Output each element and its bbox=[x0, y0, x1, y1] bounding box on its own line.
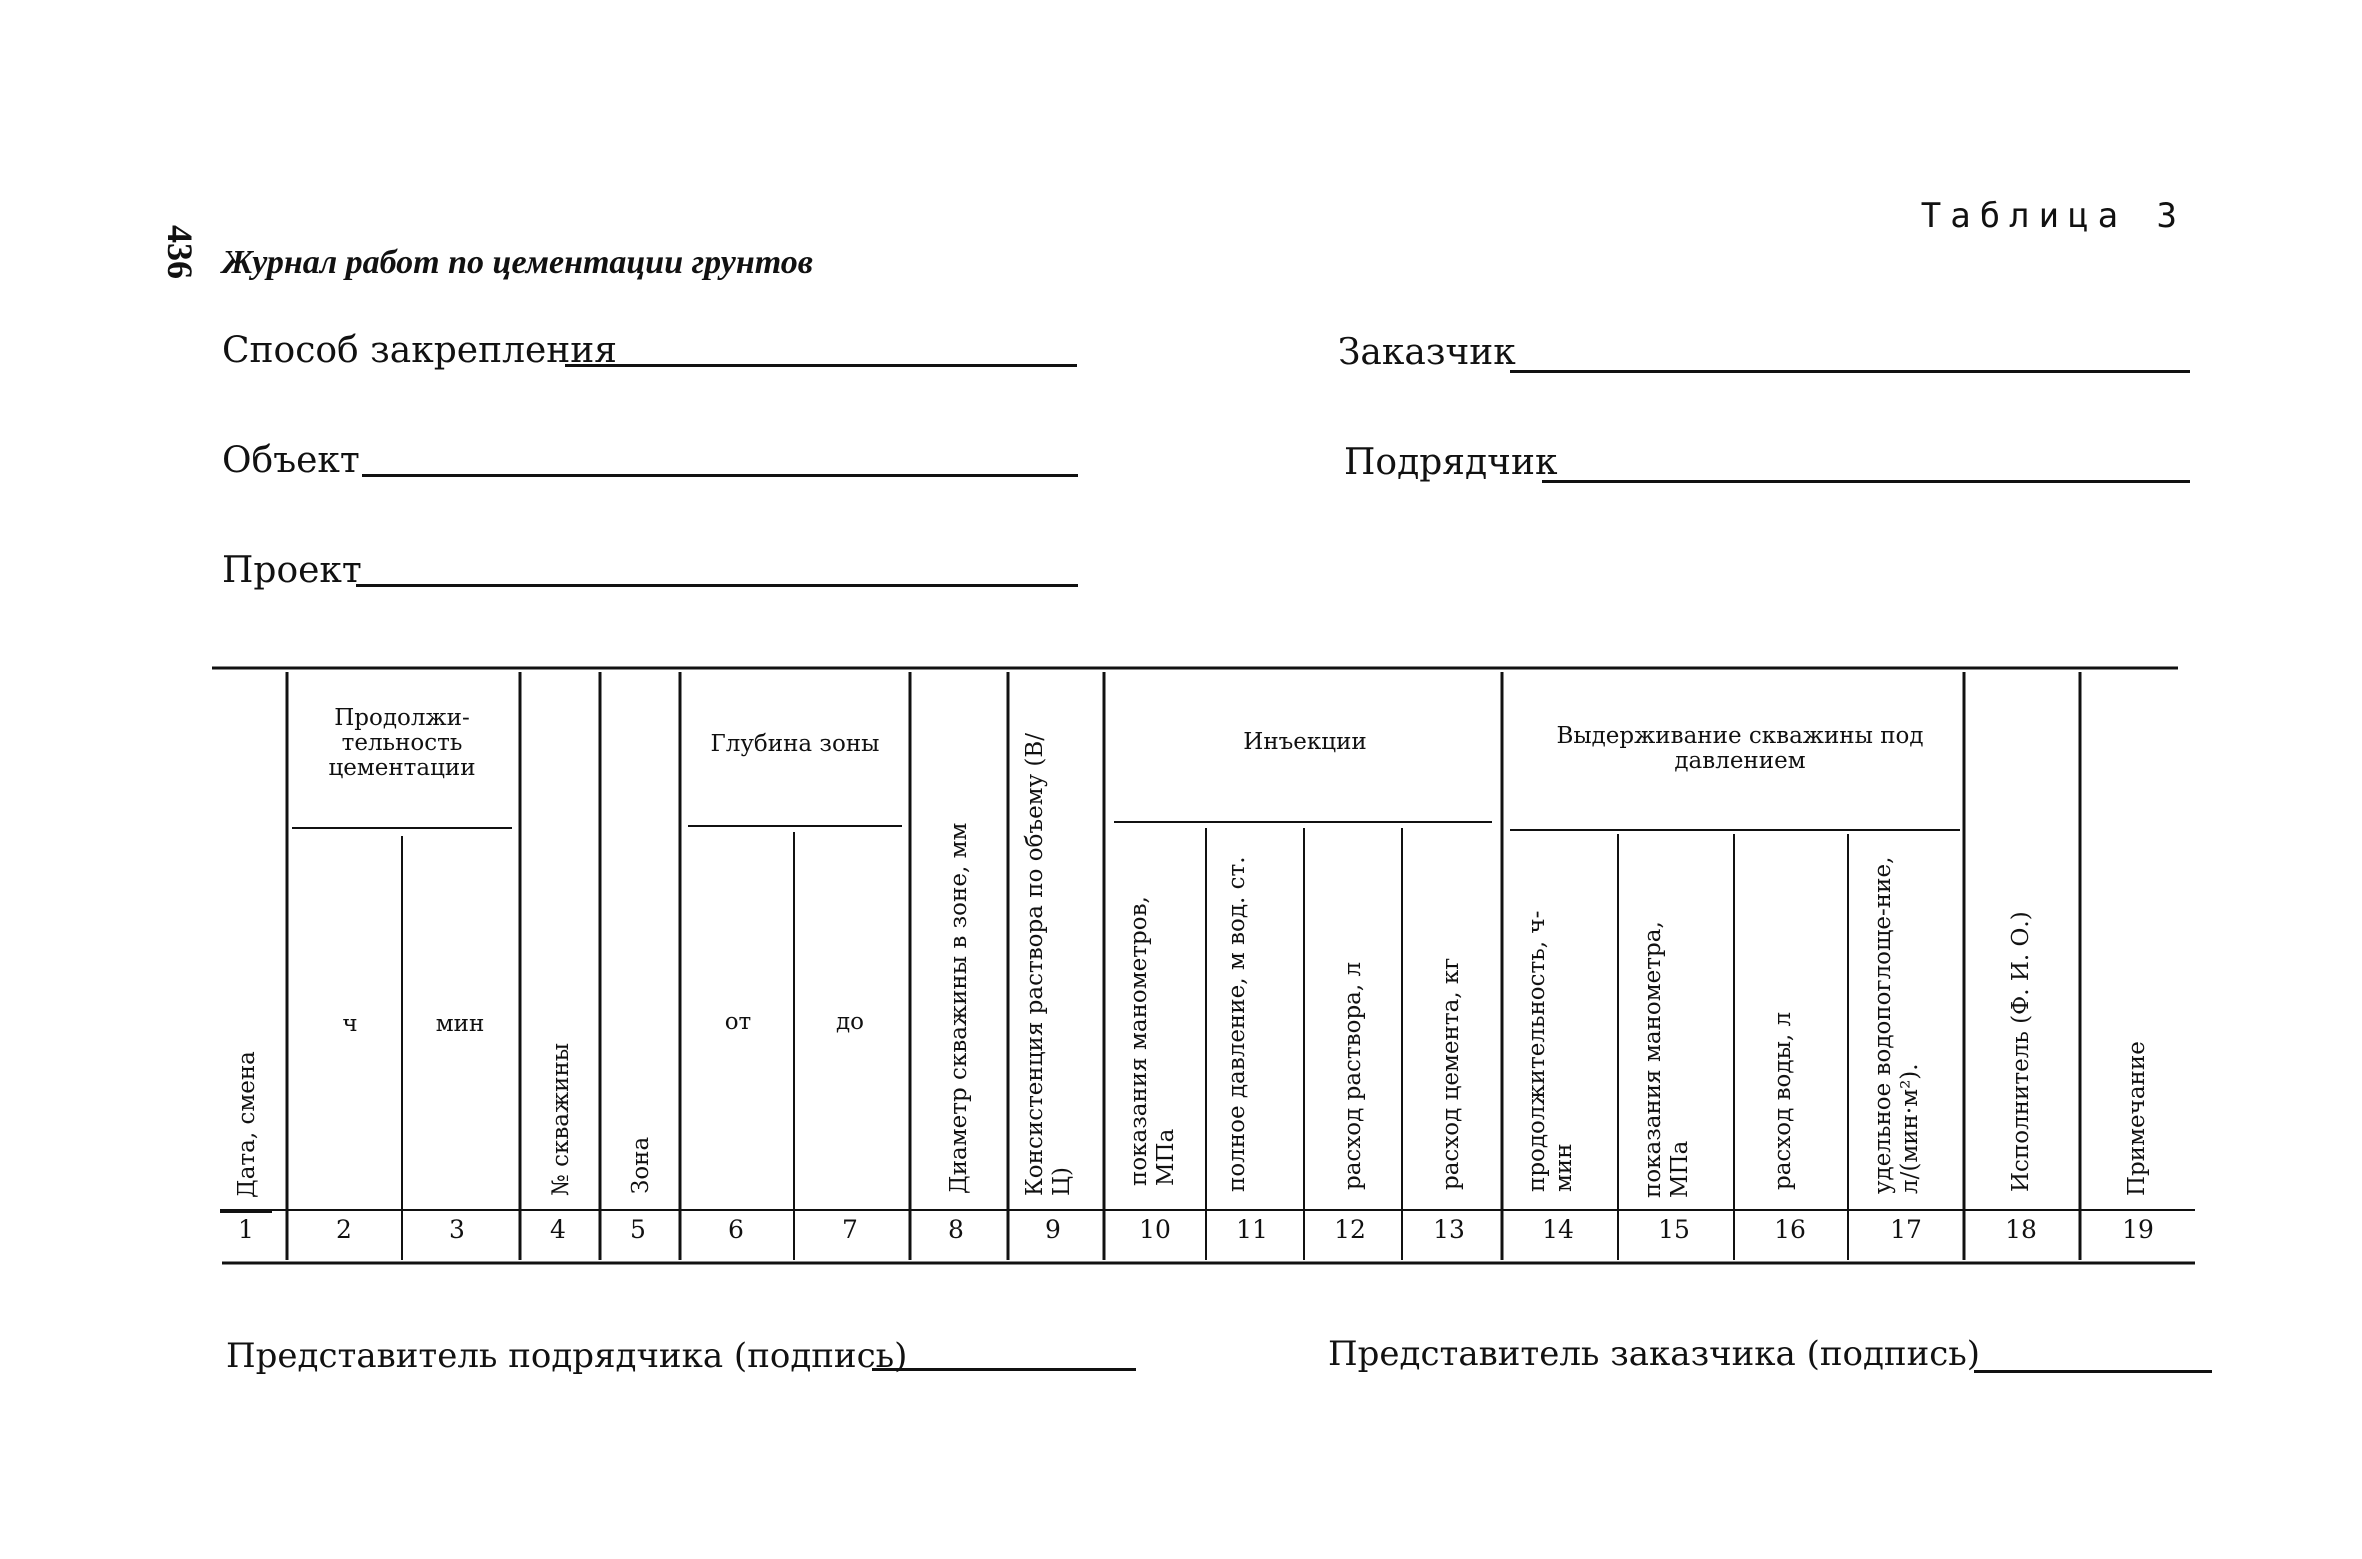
col-number: 9 bbox=[1045, 1215, 1061, 1244]
col-holding-duration: продолжительность, ч-мин bbox=[1524, 910, 1577, 1192]
col-executor: Исполнитель (Ф. И. О.) bbox=[2008, 911, 2034, 1192]
table-label: Таблица 3 bbox=[1920, 196, 2186, 236]
col-note: Примечание bbox=[2124, 1041, 2150, 1196]
col-well-number: № скважины bbox=[548, 1042, 574, 1196]
col-mortar-consumption: расход раствора, л bbox=[1340, 961, 1366, 1190]
col-minutes: мин bbox=[435, 1011, 485, 1037]
col-holding-manometer: показания манометра, МПа bbox=[1640, 921, 1693, 1198]
contractor-signature-label: Представитель подрядчика (подпись) bbox=[226, 1336, 908, 1376]
object-field-label: Объект bbox=[222, 440, 360, 481]
col-number: 8 bbox=[948, 1215, 964, 1244]
col-number: 5 bbox=[630, 1215, 646, 1244]
col-number: 2 bbox=[336, 1215, 352, 1244]
col-hours: ч bbox=[342, 1011, 358, 1037]
col-date-shift: Дата, смена bbox=[234, 1051, 260, 1198]
col-manometer-readings: показания манометров, МПа bbox=[1126, 896, 1179, 1186]
col-number: 3 bbox=[449, 1215, 465, 1244]
contractor-signature-line[interactable] bbox=[872, 1368, 1136, 1371]
col-number: 11 bbox=[1236, 1215, 1268, 1244]
group-header-holding: Выдерживание скважины под давлением bbox=[1556, 723, 1924, 774]
col-number: 17 bbox=[1890, 1215, 1922, 1244]
customer-field-label: Заказчик bbox=[1338, 332, 1516, 373]
method-field-label: Способ закрепления bbox=[222, 330, 617, 371]
col-well-diameter: Диаметр скважины в зоне, мм bbox=[946, 822, 972, 1194]
col-number: 14 bbox=[1542, 1215, 1574, 1244]
col-number: 10 bbox=[1139, 1215, 1171, 1244]
group-header-depth: Глубина зоны bbox=[710, 731, 880, 757]
col-number: 7 bbox=[842, 1215, 858, 1244]
col-cement-consumption: расход цемента, кг bbox=[1438, 957, 1464, 1190]
col-number: 19 bbox=[2122, 1215, 2154, 1244]
col-zone: Зона bbox=[628, 1136, 654, 1194]
group-header-duration: Продолжи-тельность цементации bbox=[328, 705, 476, 781]
col-number: 16 bbox=[1774, 1215, 1806, 1244]
document-title: Журнал работ по цементации грунтов bbox=[222, 244, 813, 281]
col-number: 13 bbox=[1433, 1215, 1465, 1244]
contractor-field-label: Подрядчик bbox=[1344, 442, 1558, 483]
col-full-pressure: полное давление, м вод. ст. bbox=[1224, 856, 1250, 1192]
col-consistency: Консистенция раствора по объему (В/Ц) bbox=[1022, 732, 1075, 1196]
project-field-label: Проект bbox=[222, 550, 362, 591]
col-number: 18 bbox=[2005, 1215, 2037, 1244]
col-number: 12 bbox=[1334, 1215, 1366, 1244]
col-water-consumption: расход воды, л bbox=[1770, 1011, 1796, 1190]
customer-signature-line[interactable] bbox=[1974, 1370, 2212, 1373]
col-number: 1 bbox=[238, 1215, 254, 1244]
col-number: 15 bbox=[1658, 1215, 1690, 1244]
col-depth-to: до bbox=[835, 1009, 864, 1035]
customer-signature-label: Представитель заказчика (подпись) bbox=[1328, 1334, 1981, 1374]
col-number: 4 bbox=[550, 1215, 566, 1244]
page-number: 436 bbox=[160, 225, 200, 279]
col-water-absorption: удельное водопоглоще-ние, л/(мин·м²). bbox=[1870, 856, 1923, 1194]
col-depth-from: от bbox=[724, 1009, 752, 1035]
col-number: 6 bbox=[728, 1215, 744, 1244]
group-header-injections: Инъекции bbox=[1243, 729, 1367, 755]
